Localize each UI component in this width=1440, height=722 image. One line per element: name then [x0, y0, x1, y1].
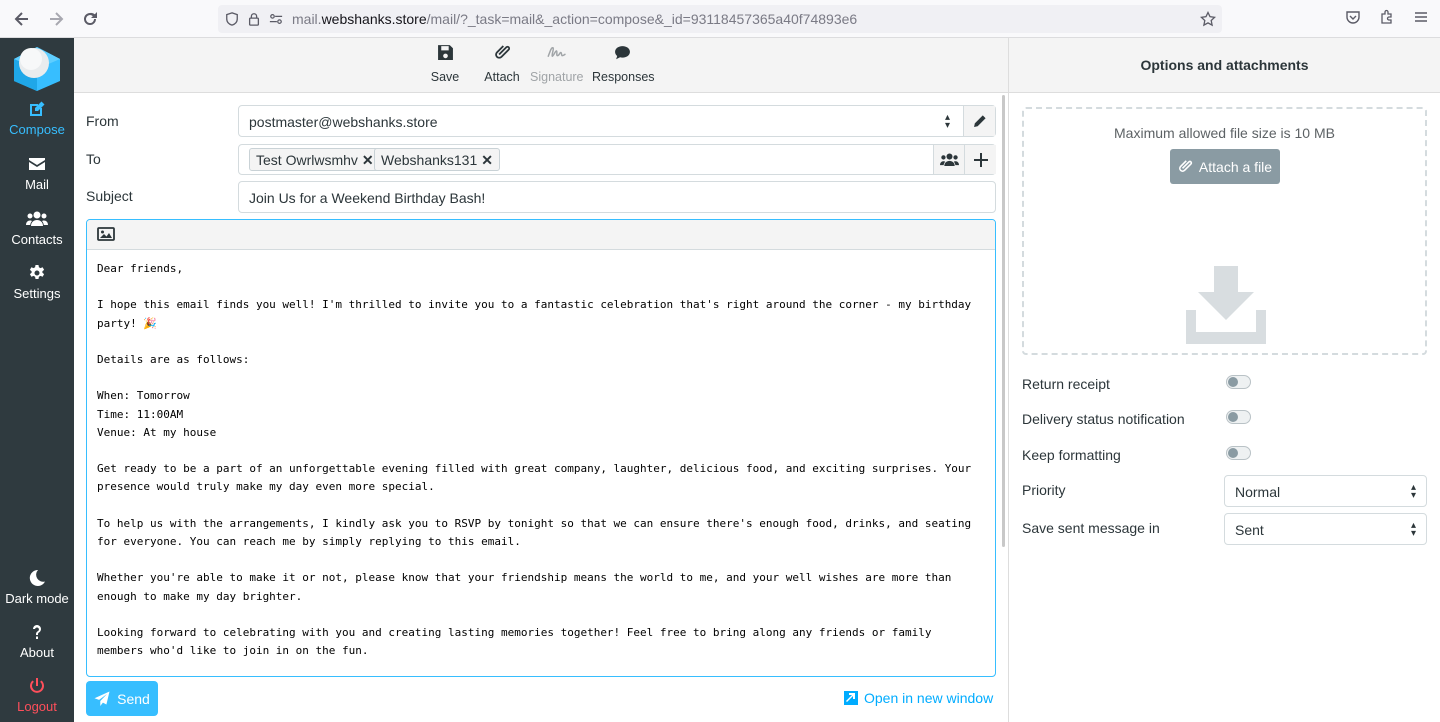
keep-formatting-label: Keep formatting — [1022, 447, 1121, 463]
attach-file-button[interactable] — [1170, 149, 1280, 184]
external-window-icon — [844, 691, 858, 705]
pocket-icon[interactable] — [1344, 8, 1362, 26]
back-icon[interactable] — [7, 4, 37, 34]
attach-label: Attach — [484, 70, 520, 84]
sidebar-label-dark-mode: Dark mode — [5, 591, 69, 606]
address-bar[interactable] — [218, 5, 1222, 33]
responses-button[interactable] — [592, 44, 655, 84]
responses-label: Responses — [592, 70, 655, 84]
sidebar-item-contacts[interactable] — [0, 210, 74, 247]
power-icon — [0, 677, 74, 697]
subject-label: Subject — [86, 188, 133, 204]
select-caret-icon: ▴ ▾ — [945, 112, 951, 131]
pencil-icon — [972, 114, 987, 129]
form-scrollbar[interactable] — [1002, 95, 1005, 547]
recipient-name: Webshanks131 — [381, 152, 478, 168]
attachment-dropzone[interactable] — [1022, 107, 1427, 355]
app-sidebar — [0, 38, 74, 722]
attach-file-label: Attach a file — [1198, 158, 1273, 175]
priority-label: Priority — [1022, 482, 1066, 498]
sidebar-label-logout: Logout — [17, 699, 57, 714]
message-editor[interactable] — [86, 219, 996, 677]
reload-icon[interactable] — [75, 4, 105, 34]
signature-label: Signature — [530, 70, 584, 84]
sidebar-item-settings[interactable] — [0, 264, 74, 301]
save-sent-value: Sent — [1235, 522, 1264, 538]
contacts-icon — [0, 210, 74, 230]
remove-recipient-icon[interactable]: ✕ — [481, 152, 493, 168]
browser-toolbar — [0, 0, 1440, 38]
download-tray-icon — [1186, 266, 1266, 344]
delivery-status-toggle[interactable] — [1226, 410, 1251, 424]
paperclip-icon — [1178, 159, 1193, 174]
attach-button[interactable] — [483, 44, 521, 84]
save-sent-label: Save sent message in — [1022, 520, 1160, 536]
moon-icon — [0, 569, 74, 589]
permissions-icon — [268, 11, 284, 27]
contacts-icon — [940, 152, 959, 168]
recipient-chip[interactable] — [249, 148, 381, 171]
recipient-chip[interactable] — [374, 148, 500, 171]
sidebar-item-dark-mode[interactable] — [0, 569, 74, 606]
open-new-window-label: Open in new window — [864, 690, 994, 706]
mail-icon — [0, 155, 74, 175]
sidebar-label-compose: Compose — [9, 122, 65, 137]
to-recipients-input[interactable] — [238, 144, 996, 175]
signature-button[interactable] — [530, 44, 582, 84]
remove-recipient-icon[interactable]: ✕ — [361, 152, 374, 168]
sidebar-label-contacts: Contacts — [11, 232, 63, 247]
shield-icon — [224, 11, 240, 27]
sidebar-item-about[interactable] — [0, 623, 74, 660]
forward-icon[interactable] — [41, 4, 71, 34]
return-receipt-label: Return receipt — [1022, 376, 1110, 392]
priority-value: Normal — [1235, 484, 1281, 500]
recipient-name: Test Owrlwsmhv — [256, 152, 358, 168]
select-caret-icon: ▴ ▾ — [1410, 482, 1416, 501]
from-select[interactable] — [238, 105, 996, 137]
compose-icon — [0, 100, 74, 120]
sidebar-item-logout[interactable] — [0, 677, 74, 714]
options-panel-title: Options and attachments — [1008, 38, 1440, 93]
roundcube-logo — [10, 43, 64, 91]
url-text: mail.webshanks.store/mail/?_task=mail&_action=compose&_id=93118457365a40f74893e6 — [292, 11, 858, 27]
editor-toolbar — [87, 220, 995, 250]
question-icon — [0, 623, 74, 643]
from-label: From — [86, 113, 119, 129]
return-receipt-toggle[interactable] — [1226, 375, 1251, 389]
bookmark-star-icon[interactable] — [1200, 11, 1216, 27]
signature-icon — [530, 44, 582, 64]
delivery-status-label: Delivery status notification — [1022, 411, 1185, 427]
gear-icon — [0, 264, 74, 284]
select-caret-icon: ▴ ▾ — [1410, 520, 1416, 539]
save-label: Save — [430, 70, 460, 84]
paper-plane-icon — [94, 691, 110, 707]
add-contact-button[interactable] — [933, 145, 965, 174]
priority-select[interactable] — [1224, 475, 1427, 507]
keep-formatting-toggle[interactable] — [1226, 446, 1251, 460]
save-icon — [430, 44, 460, 64]
lock-icon — [246, 11, 262, 27]
compose-toolbar — [74, 38, 1008, 93]
save-sent-select[interactable] — [1224, 513, 1427, 545]
chat-bubble-icon — [592, 44, 652, 64]
sidebar-label-mail: Mail — [25, 177, 49, 192]
max-file-size-text: Maximum allowed file size is 10 MB — [1114, 125, 1335, 141]
to-label: To — [86, 151, 101, 167]
send-button[interactable] — [86, 681, 158, 716]
panel-divider — [1008, 93, 1009, 722]
subject-value: Join Us for a Weekend Birthday Bash! — [249, 190, 486, 206]
send-label: Send — [117, 690, 150, 707]
open-in-new-window-link[interactable] — [844, 690, 993, 706]
extensions-icon[interactable] — [1378, 8, 1396, 26]
sidebar-item-compose[interactable] — [0, 100, 74, 137]
message-body[interactable]: Dear friends, I hope this email finds you well! I'm thrilled to invite you to a fantastic celebration that's right around the corner - my birthday party! 🎉 Details are as follows: When: Tomorrow Time: 11:00AM Venue: At my house Get ready to be a part of an unforgettable evening filled with great company, laughter, delicious food, and exciting surprises. Your presence would truly make my day even more special. To help us with the arrangements, I kindly ask you to RSVP by tonight so that we can ensure there's enough food, drinks, and seating for everyone. You can reach me by simply replying to this email. Whether you're able to make it or not, please know that your friendship means the world to me, and your well wishes are more than enough to make my day brighter. Looking forward to celebrating with you and creating lasting memories together! Feel free to bring along any friends or family members who'd like to join in on the fun. — [97, 262, 972, 658]
save-button[interactable] — [430, 44, 460, 84]
paperclip-icon — [483, 44, 521, 64]
menu-icon[interactable] — [1412, 8, 1430, 26]
image-icon[interactable] — [97, 226, 115, 242]
subject-input[interactable] — [238, 181, 996, 213]
add-header-button[interactable] — [964, 145, 996, 174]
edit-identity-button[interactable] — [963, 106, 995, 136]
from-value: postmaster@webshanks.store — [249, 114, 438, 130]
plus-icon — [973, 152, 989, 168]
sidebar-label-about: About — [20, 645, 54, 660]
sidebar-item-mail[interactable] — [0, 155, 74, 192]
sidebar-label-settings: Settings — [13, 286, 61, 301]
